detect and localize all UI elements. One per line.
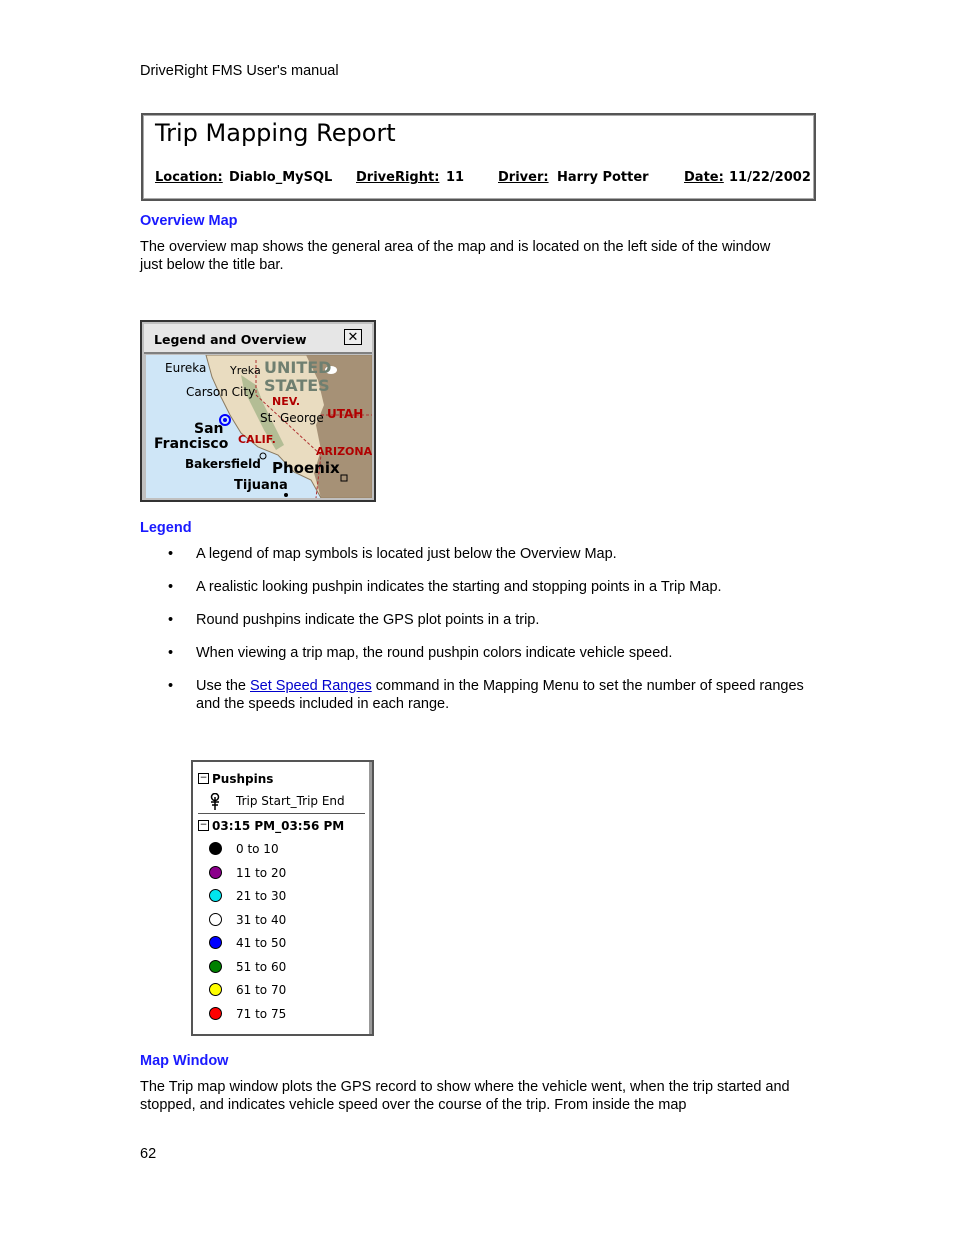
pushpin-icon [208, 793, 222, 810]
map-label-states: STATES [264, 376, 330, 395]
date-label: Date: [684, 170, 724, 185]
bullet-text: command in the Mapping Menu to set the number of speed ranges and the speeds included in each range. [196, 678, 804, 712]
divider [198, 813, 365, 814]
speed-range-label: 21 to 30 [236, 889, 287, 903]
trip-start-end-label: Trip Start_Trip End [236, 794, 345, 808]
trip-report-header [141, 113, 816, 201]
pushpins-label: Pushpins [212, 772, 274, 786]
speed-dot-icon [209, 960, 222, 973]
list-item [140, 677, 820, 713]
driveright-label: DriveRight: [356, 170, 440, 185]
map-label-calif: CALIF. [238, 433, 276, 446]
speed-dot-icon [209, 866, 222, 879]
map-window-heading: Map Window [140, 1053, 229, 1069]
bullet-text: Use the [196, 678, 250, 694]
speed-range-label: 0 to 10 [236, 842, 279, 856]
report-title: Trip Mapping Report [155, 119, 396, 147]
running-header: DriveRight FMS User's manual [140, 63, 339, 79]
legend-heading: Legend [140, 520, 192, 536]
driveright-value: 11 [446, 170, 465, 185]
pushpin-legend-panel [191, 760, 374, 1036]
map-label-arizona: ARIZONA [316, 445, 372, 458]
city-dot [284, 493, 288, 497]
speed-dot-icon [209, 842, 222, 855]
speed-range-label: 71 to 75 [236, 1006, 287, 1021]
city-dot [260, 453, 266, 459]
map-label-nev: NEV. [272, 395, 300, 408]
legend-overview-panel [140, 320, 376, 502]
map-label-yreka: Yreka [230, 364, 261, 377]
map-label-carson-city: Carson City [186, 385, 256, 399]
overview-titlebar [144, 324, 372, 354]
overview-panel-title: Legend and Overview [154, 332, 307, 347]
map-label-tijuana: Tijuana [234, 478, 288, 493]
trip-group-label: 03:15 PM_03:56 PM [212, 819, 345, 833]
collapse-icon[interactable]: − [199, 820, 208, 830]
location-label: Location: [155, 170, 223, 185]
overview-map[interactable] [146, 355, 372, 498]
speed-range-label: 51 to 60 [236, 959, 287, 974]
close-icon[interactable]: ✕ [344, 329, 362, 345]
set-speed-ranges-link[interactable]: Set Speed Ranges [250, 678, 372, 694]
speed-dot-icon [209, 889, 222, 902]
map-label-united: UNITED [264, 358, 332, 377]
speed-dot-icon [209, 913, 222, 926]
list-item: • When viewing a trip map, the round pushpin colors indicate vehicle speed. [140, 644, 820, 662]
map-label-phoenix: Phoenix [272, 459, 340, 477]
speed-range-label: 11 to 20 [236, 865, 287, 880]
map-label-san: San [194, 421, 224, 437]
location-value: Diablo_MySQL [229, 170, 333, 185]
legend-bullet-list [140, 545, 820, 728]
list-item: • A realistic looking pushpin indicates the starting and stopping points in a Trip Map. [140, 578, 820, 596]
overview-map-heading: Overview Map [140, 213, 238, 229]
map-label-utah: UTAH [327, 407, 364, 421]
list-item: • A legend of map symbols is located just below the Overview Map. [140, 545, 820, 563]
speed-range-label: 41 to 50 [236, 936, 287, 950]
speed-dot-icon [209, 983, 222, 996]
speed-dot-icon [209, 1007, 222, 1020]
speed-range-label: 61 to 70 [236, 983, 287, 997]
overview-map-text: The overview map shows the general area of the map and is located on the left side of the window just below the title bar. [140, 239, 771, 273]
collapse-icon[interactable]: − [199, 773, 208, 783]
map-label-francisco: Francisco [154, 436, 229, 452]
driver-value: Harry Potter [557, 170, 649, 185]
speed-range-label: 31 to 40 [236, 912, 287, 927]
list-item: • Round pushpins indicate the GPS plot points in a trip. [140, 611, 820, 629]
speed-dot-icon [209, 936, 222, 949]
date-value: 11/22/2002 [729, 170, 811, 185]
map-window-text: The Trip map window plots the GPS record to show where the vehicle went, when the trip started and stopped, and indicates vehicle speed over the course of the trip. From inside the map [140, 1079, 790, 1113]
driver-label: Driver: [498, 170, 549, 185]
map-label-eureka: Eureka [165, 361, 207, 375]
map-label-st-george: St. George [260, 411, 324, 425]
page-number: 62 [140, 1146, 157, 1162]
map-label-bakersfield: Bakersfield [185, 457, 261, 471]
